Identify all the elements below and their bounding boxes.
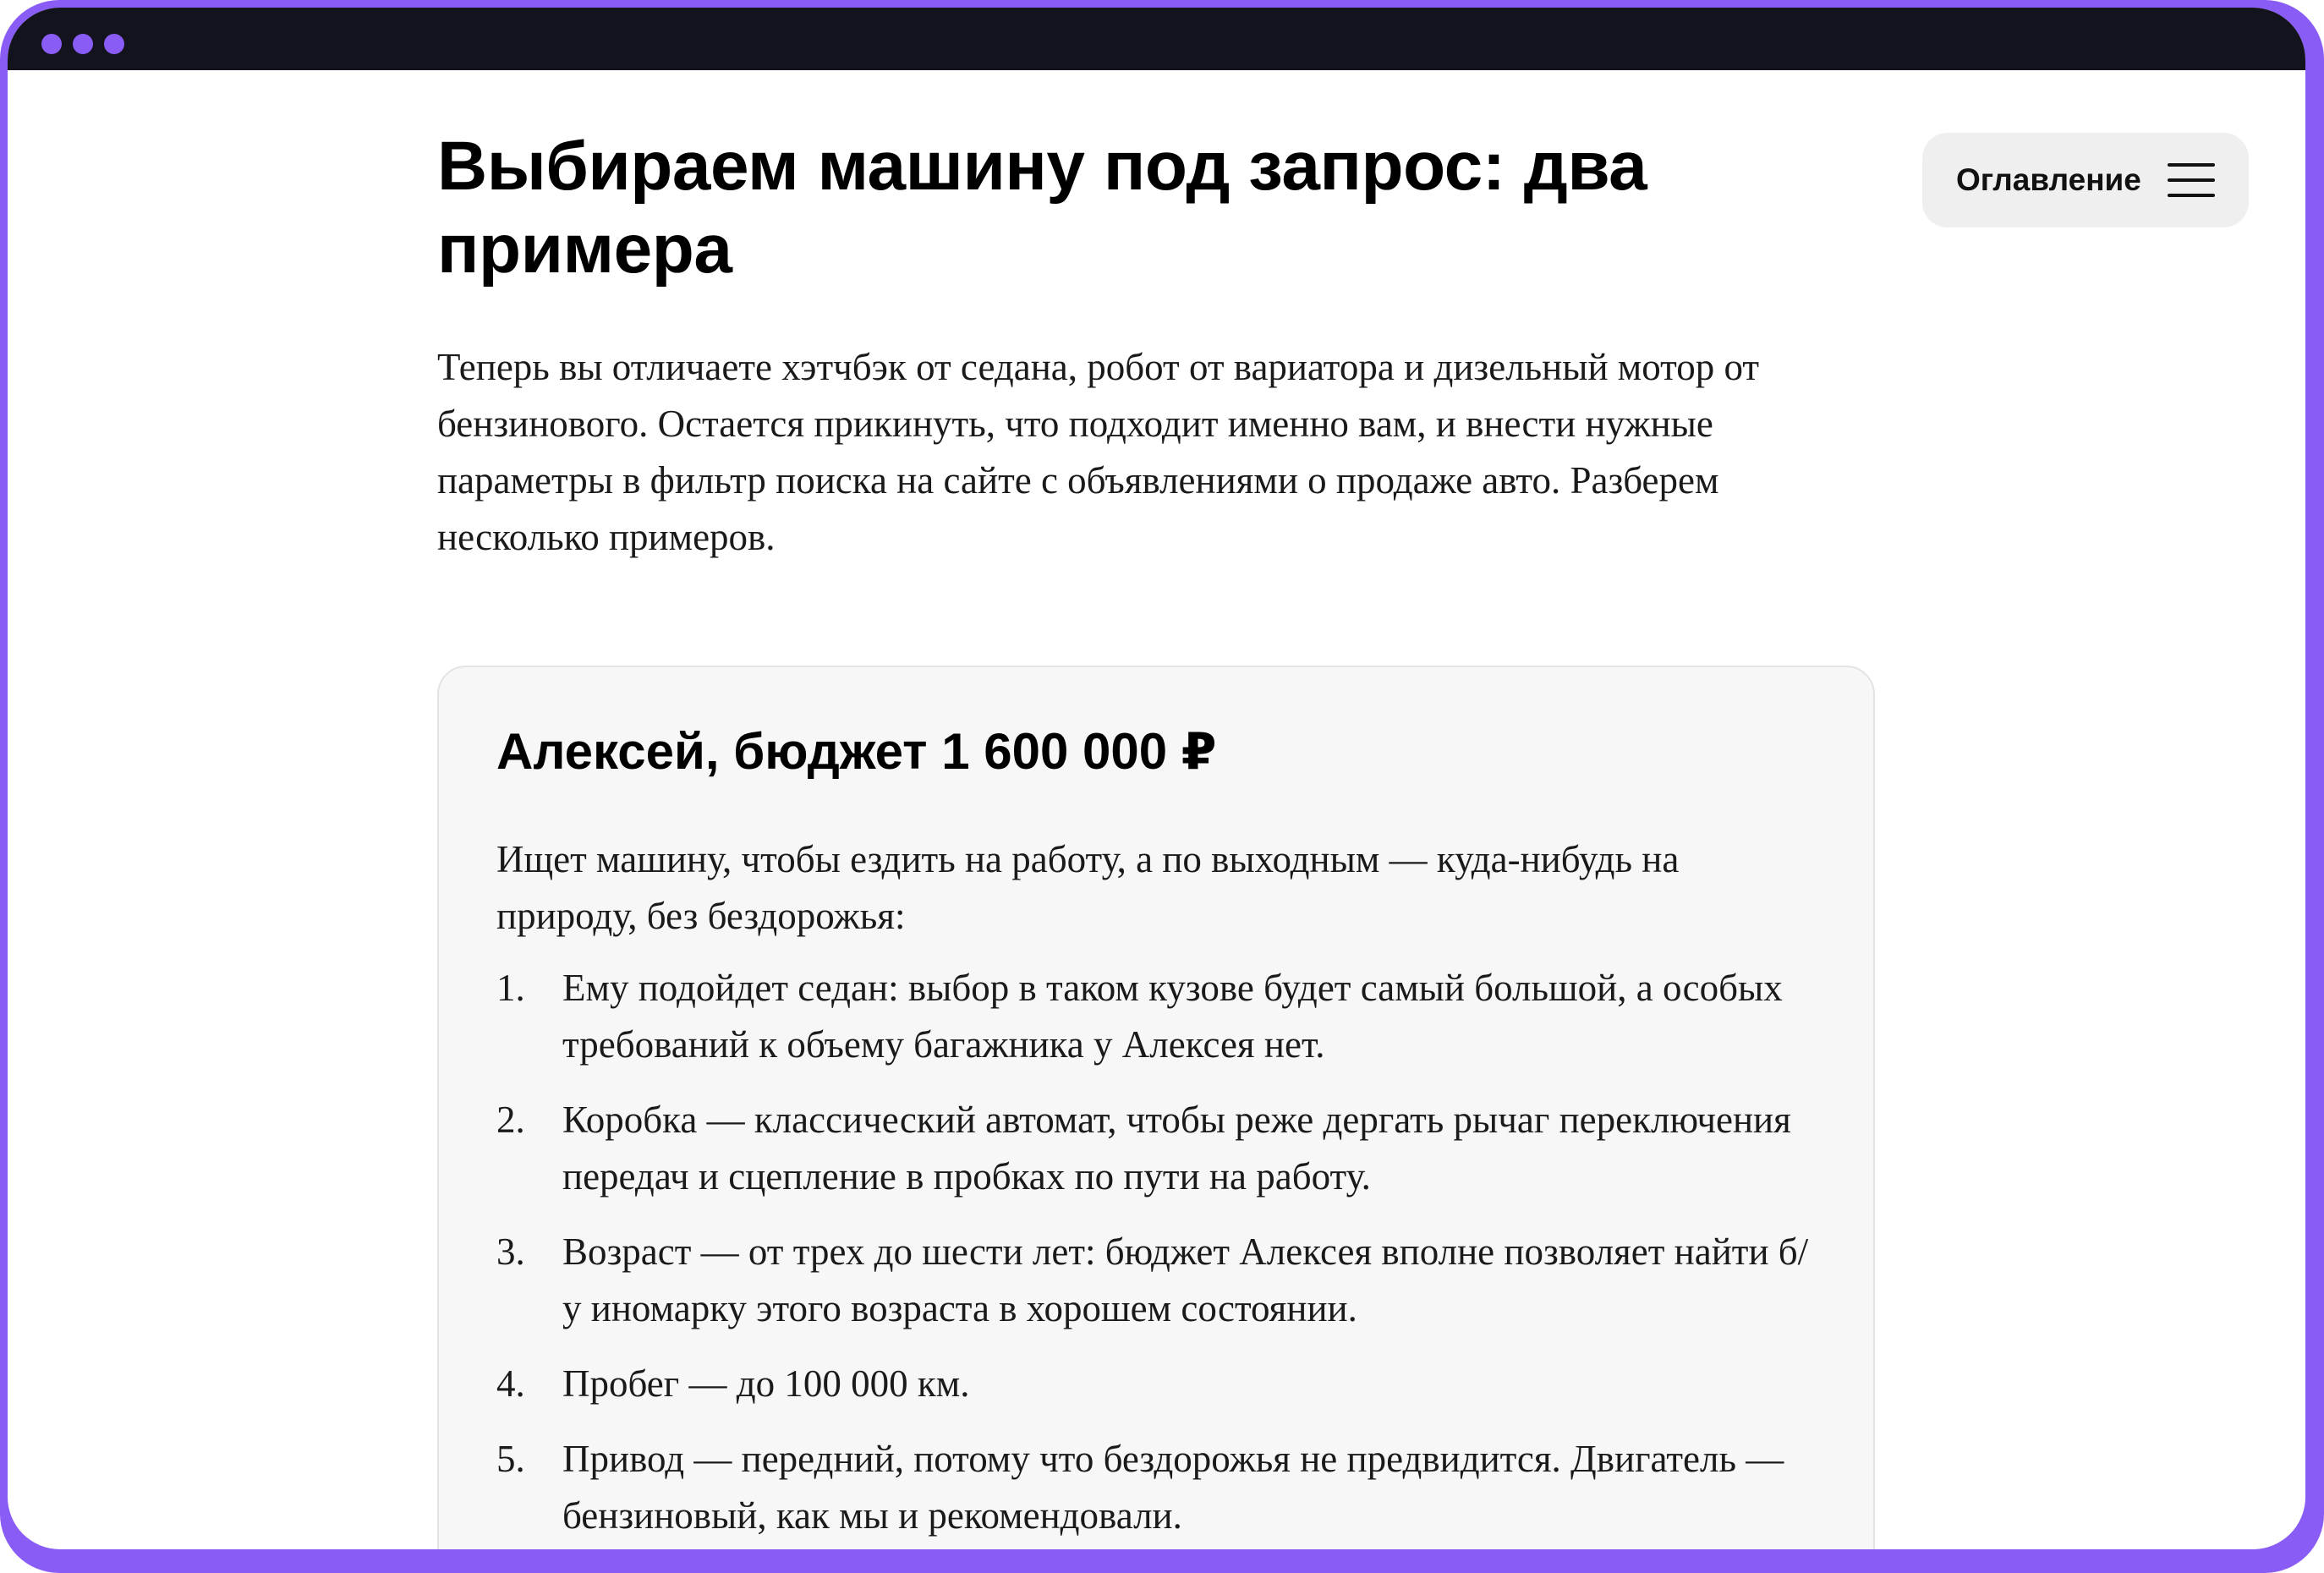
list-item (496, 1224, 1816, 1337)
list-item-number: 4. (496, 1362, 525, 1405)
window-titlebar (8, 8, 2305, 70)
list-item-number: 5. (496, 1438, 525, 1480)
window-control-dot[interactable] (41, 34, 62, 54)
list-item-number: 2. (496, 1099, 525, 1141)
list-item-text: Пробег — до 100 000 км. (562, 1362, 970, 1405)
list-item-text: Возраст — от трех до шести лет: бюджет Алексея вполне позволяет найти б/у иномарку этого возраста в хорошем состоянии. (562, 1230, 1809, 1329)
list-item (496, 1092, 1816, 1205)
list-item (496, 1431, 1816, 1544)
table-of-contents-button[interactable] (1922, 133, 2249, 227)
article-title: Выбираем машину под запрос: два примера (437, 128, 1647, 288)
window-control-dot[interactable] (104, 34, 124, 54)
hamburger-menu-icon (2168, 162, 2215, 199)
list-item (496, 960, 1816, 1073)
list-item-number: 3. (496, 1230, 525, 1273)
toc-label: Оглавление (1956, 162, 2141, 197)
list-item-text: Коробка — классический автомат, чтобы реже дергать рычаг переключения передач и сцепление в пробках по пути на работу. (562, 1099, 1791, 1198)
example-card-lead: Ищет машину, чтобы ездить на работу, а по выходным — куда-нибудь на природу, без бездорожья: (496, 838, 1680, 937)
example-card-title: Алексей, бюджет 1 600 000 ₽ (496, 723, 1217, 780)
list-item-number: 1. (496, 967, 525, 1009)
requirements-list (496, 960, 1816, 1549)
list-item-text: Ему подойдет седан: выбор в таком кузове будет самый большой, а особых требований к объему багажника у Алексея нет. (562, 967, 1783, 1066)
window-control-dot[interactable] (73, 34, 93, 54)
article-intro: Теперь вы отличаете хэтчбэк от седана, робот от вариатора и дизельный мотор от бензинового. Остается прикинуть, что подходит именно вам, и внести нужные параметры в фильтр поиска на сайте с объявлениями о продаже авто. Разберем несколько примеров. (437, 346, 1760, 558)
list-item-text: Привод — передний, потому что бездорожья не предвидится. Двигатель — бензиновый, как мы и рекомендовали. (562, 1438, 1784, 1537)
browser-window (8, 8, 2305, 1549)
example-card (437, 666, 1875, 1549)
list-item (496, 1356, 1816, 1412)
